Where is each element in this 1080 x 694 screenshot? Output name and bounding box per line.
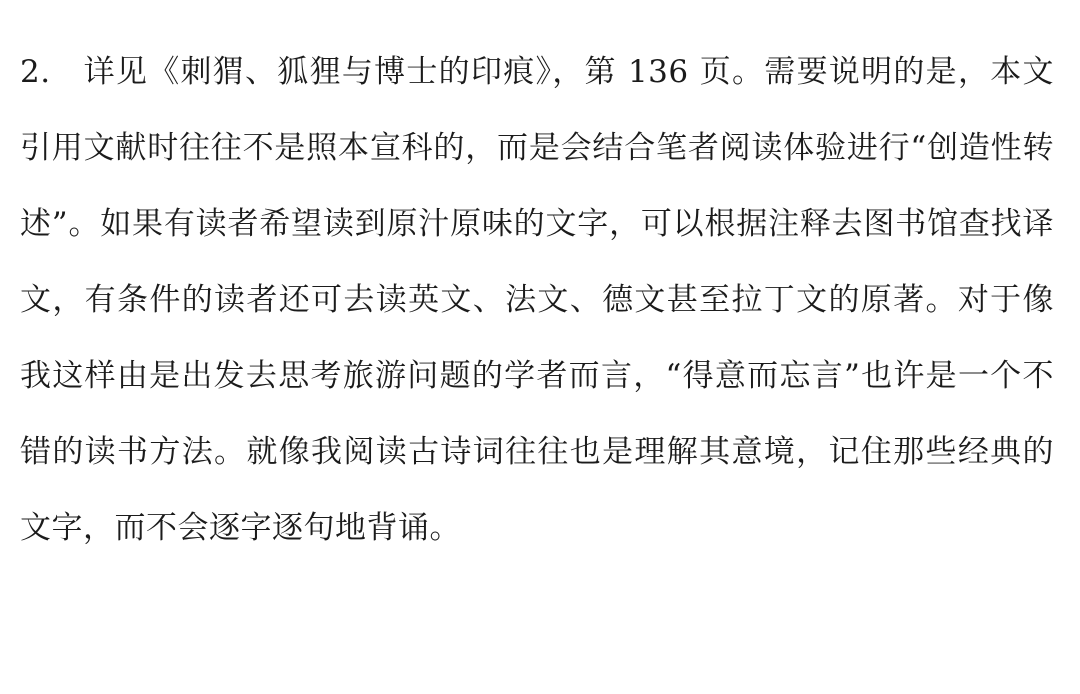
footnote-number: 2. [20, 54, 51, 90]
footnote-paragraph [20, 34, 1054, 566]
footnote-body: 详见《刺猬、狐狸与博士的印痕》，第 136 页。需要说明的是，本文引用文献时往往不是照本宣科的，而是会结合笔者阅读体验进行“创造性转述”。如果有读者希望读到原汁原味的文字，可以根据注释去图书馆查找译文，有条件的读者还可去读英文、法文、德文甚至拉丁文的原著。对于像我这样由是出发去思考旅游问题的学者而言，“得意而忘言”也许是一个不错的读书方法。就像我阅读古诗词往往也是理解其意境，记住那些经典的文字，而不会逐字逐句地背诵。 [20, 54, 1055, 546]
footnote-block [20, 34, 1054, 566]
